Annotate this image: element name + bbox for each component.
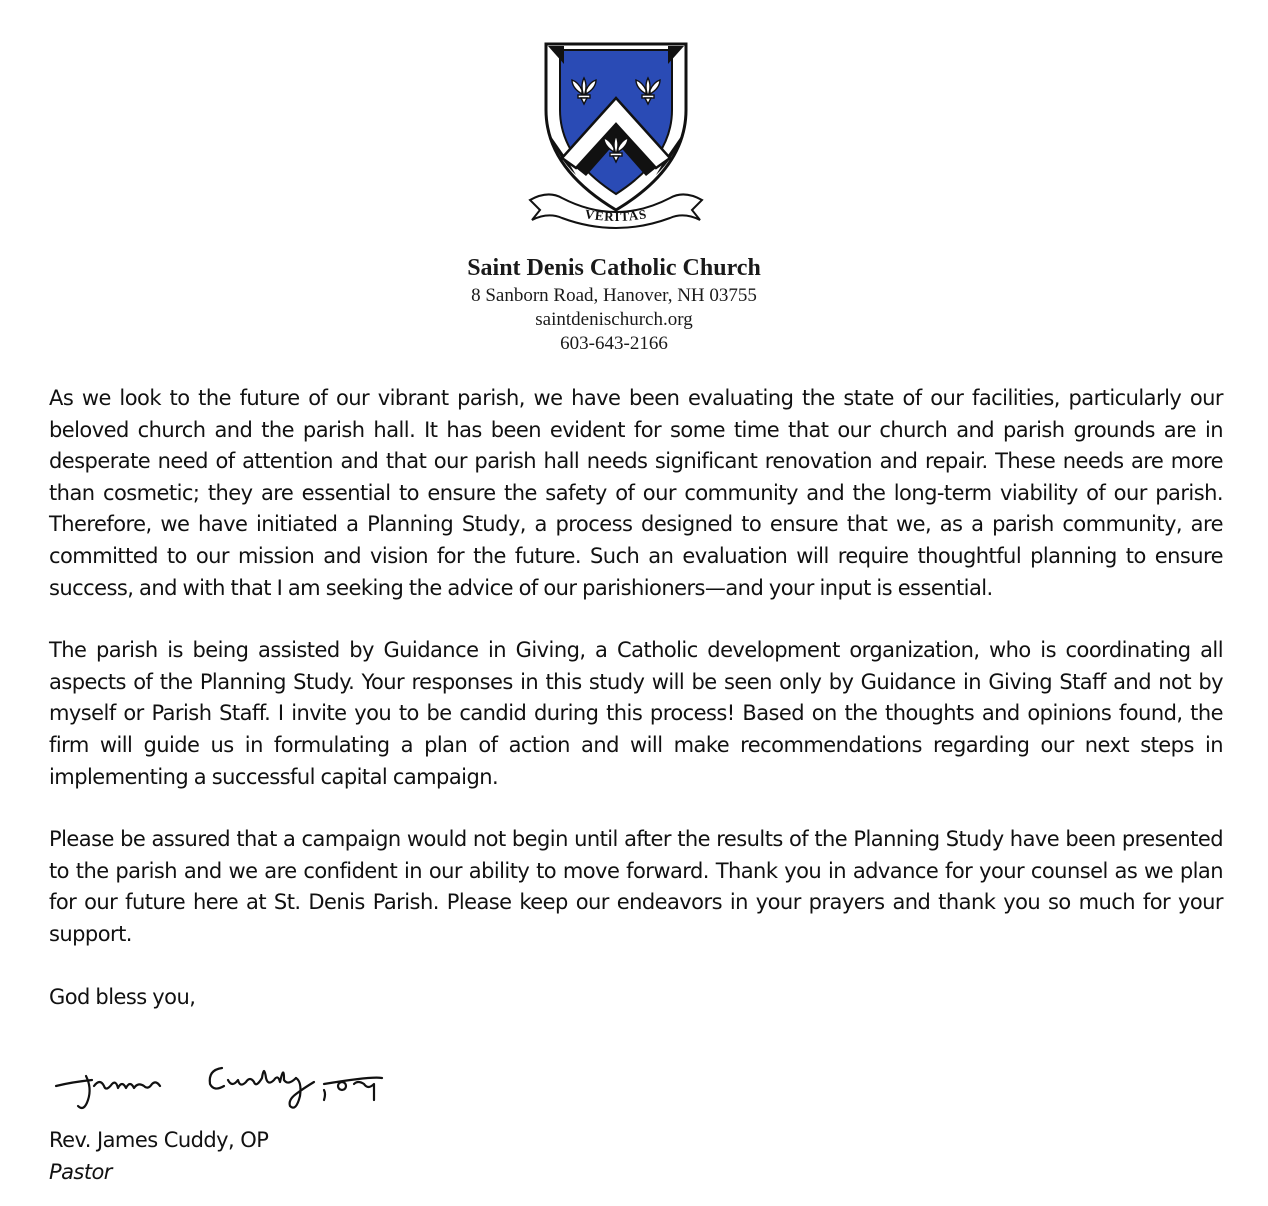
letter-body — [49, 383, 1223, 1013]
letter-paragraph-1: As we look to the future of our vibrant parish, we have been evaluating the state of our facilities, particularly our beloved church and the parish hall. It has been evident for some time that our church and parish grounds are in desperate need of attention and that our parish hall needs significant renovation and repair. These needs are more than cosmetic; they are essential to ensure the safety of our community and the long-term viability of our parish. Therefore, we have initiated a Planning Study, a process designed to ensure that we, as a parish community, are committed to our mission and vision for the future. Such an evaluation will require thoughtful planning to ensure success, and with that I am seeking the advice of our parishioners—and your input is essential. — [49, 386, 1223, 600]
letter-paragraph-2: The parish is being assisted by Guidance in Giving, a Catholic development organization, who is coordinating all aspects of the Planning Study. Your responses in this study will be seen only by Guidance in Giving Staff and not by myself or Parish Staff. I invite you to be candid during this process! Based on the thoughts and opinions found, the firm will guide us in formulating a plan of action and will make recommendations regarding our next steps in implementing a successful capital campaign. — [49, 638, 1223, 789]
letter-closing: God bless you, — [49, 984, 196, 1009]
handwritten-signature — [52, 1056, 387, 1118]
church-address: 8 Sanborn Road, Hanover, NH 03755 — [471, 285, 757, 306]
parish-crest-logo — [528, 40, 704, 230]
signer-block — [49, 1124, 268, 1188]
letterhead — [0, 252, 1228, 356]
church-website: saintdenischurch.org — [535, 309, 693, 330]
letter-paragraph-3: Please be assured that a campaign would not begin until after the results of the Planning Study have been presented to the parish and we are confident in our ability to move forward. Thank you in advance for your counsel as we plan for our future here at St. Denis Parish. Please keep our endeavors in your prayers and thank you so much for your support. — [49, 827, 1223, 946]
crest-motto: VERITAS — [583, 206, 649, 225]
church-name: Saint Denis Catholic Church — [467, 255, 761, 281]
signer-name: Rev. James Cuddy, OP — [49, 1128, 269, 1152]
church-phone: 603-643-2166 — [560, 333, 668, 354]
signer-title: Pastor — [49, 1160, 112, 1184]
